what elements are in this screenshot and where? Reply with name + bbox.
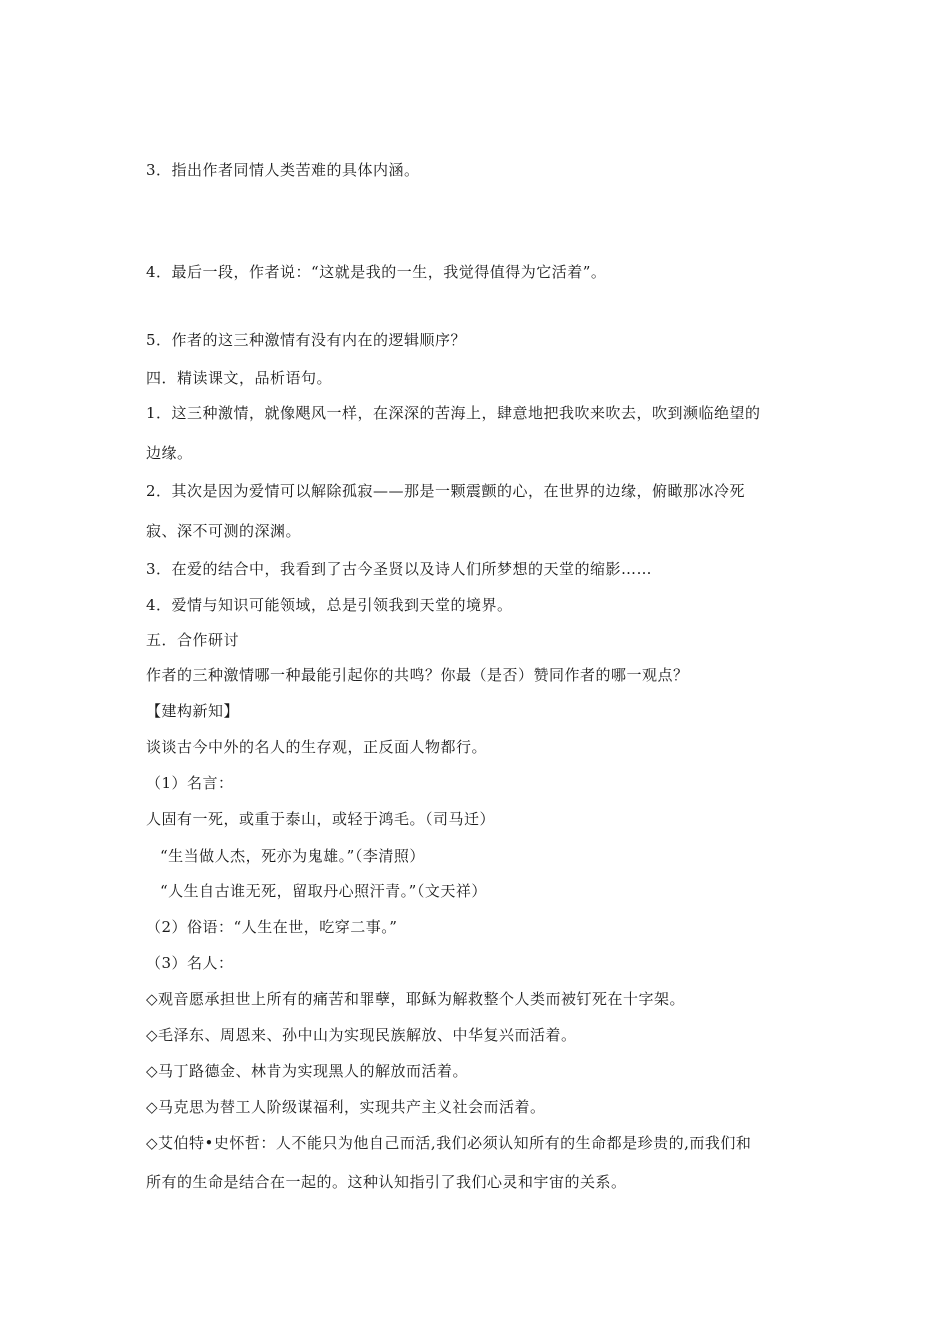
section-4-item-3: 3．在爱的结合中，我看到了古今圣贤以及诗人们所梦想的天堂的缩影…… xyxy=(146,560,653,578)
section-5-heading: 五．合作研讨 xyxy=(146,631,240,649)
question-3: 3．指出作者同情人类苦难的具体内涵。 xyxy=(146,161,420,179)
famous-person-5-cont: 所有的生命是结合在一起的。这种认知指引了我们心灵和宇宙的关系。 xyxy=(146,1173,627,1191)
section-4-item-1: 1．这三种激情，就像飓风一样，在深深的苦海上，肆意地把我吹来吹去，吹到濒临绝望的 xyxy=(146,404,761,422)
build-knowledge-intro: 谈谈古今中外的名人的生存观，正反面人物都行。 xyxy=(146,738,488,756)
sayings-label: （1）名言： xyxy=(146,774,234,792)
saying-2: “生当做人杰，死亦为鬼雄。”（李清照） xyxy=(160,847,425,865)
section-4-heading: 四．精读课文，品析语句。 xyxy=(146,369,333,387)
famous-person-5: ◇艾伯特•史怀哲：人不能只为他自己而活,我们必须认知所有的生命都是珍贵的,而我们和 xyxy=(146,1134,752,1152)
section-4-item-2: 2．其次是因为爱情可以解除孤寂——那是一颗震颤的心，在世界的边缘，俯瞰那冰冷死 xyxy=(146,482,746,500)
question-4: 4．最后一段，作者说：“这就是我的一生，我觉得值得为它活着”。 xyxy=(146,263,607,281)
section-5-question: 作者的三种激情哪一种最能引起你的共鸣？你最（是否）赞同作者的哪一观点？ xyxy=(146,666,689,684)
famous-person-1: ◇观音愿承担世上所有的痛苦和罪孽，耶稣为解救整个人类而被钉死在十字架。 xyxy=(146,990,686,1008)
famous-person-4: ◇马克思为替工人阶级谋福利，实现共产主义社会而活着。 xyxy=(146,1098,546,1116)
proverb: （2）俗语：“人生在世，吃穿二事。” xyxy=(146,918,398,936)
famous-people-label: （3）名人： xyxy=(146,954,234,972)
famous-person-3: ◇马丁路德金、林肯为实现黑人的解放而活着。 xyxy=(146,1062,469,1080)
question-5: 5．作者的这三种激情有没有内在的逻辑顺序？ xyxy=(146,331,467,349)
section-4-item-2-cont: 寂、深不可测的深渊。 xyxy=(146,522,302,540)
section-4-item-1-cont: 边缘。 xyxy=(146,444,193,462)
saying-1: 人固有一死，或重于泰山，或轻于鸿毛。（司马迁） xyxy=(146,810,496,828)
saying-3: “人生自古谁无死，留取丹心照汗青。”（文天祥） xyxy=(160,882,487,900)
build-knowledge-heading: 【建构新知】 xyxy=(146,702,240,720)
famous-person-2: ◇毛泽东、周恩来、孙中山为实现民族解放、中华复兴而活着。 xyxy=(146,1026,577,1044)
section-4-item-4: 4．爱情与知识可能领域，总是引领我到天堂的境界。 xyxy=(146,596,513,614)
